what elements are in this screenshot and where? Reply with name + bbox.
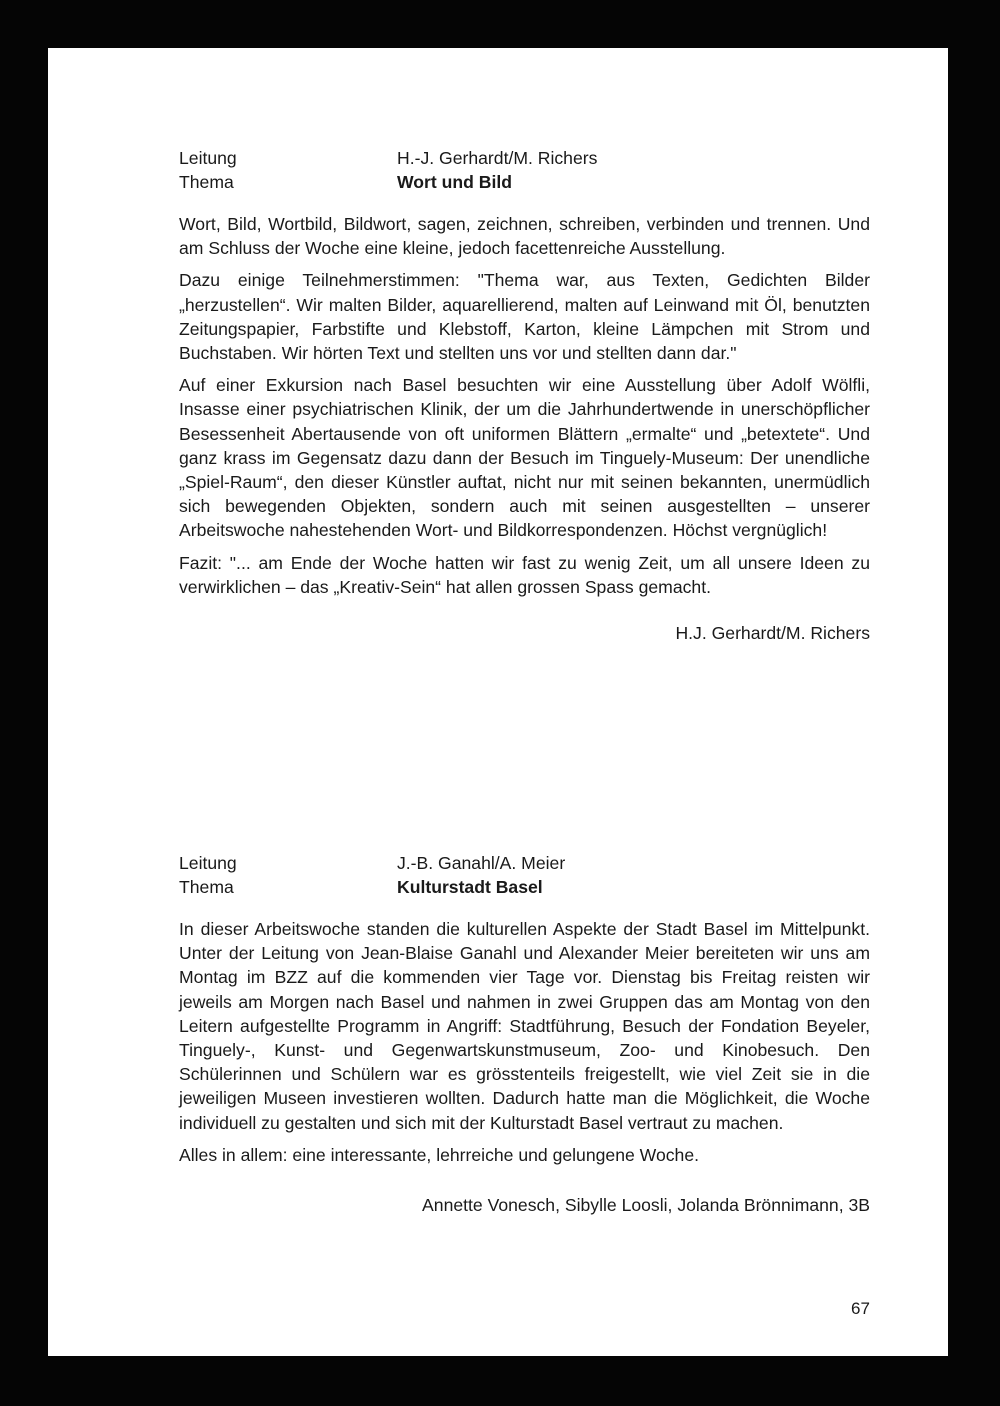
paragraph: In dieser Arbeitswoche standen die kulturellen Aspekte der Stadt Basel im Mittelpunkt. Unter der Leitung von Jean-Blaise Ganahl und Alexander Meier bereiteten wir uns am Montag im BZZ auf die kommenden vier Tage vor. Dienstag bis Freitag reisten wir jeweils am Morgen nach Basel und nahmen in zwei Gruppen das am Montag von den Leitern aufgestellte Programm in Angriff: Stadtführung, Besuch der Fondation Beyeler, Tinguely-, Kunst- und Gegenwartskunstmuseum, Zoo- und Kinobesuch. Den Schülerinnen und Schülern war es grösstenteils freigestellt, wie viel Zeit sie in die jeweiligen Museen investieren wollten. Dadurch hatte man die Möglichkeit, die Woche individuell zu gestalten und sich mit der Kulturstadt Basel vertraut zu machen. <box>179 919 870 1133</box>
leitung-value: J.-B. Ganahl/A. Meier <box>397 853 566 873</box>
thema-value: Wort und Bild <box>397 172 512 192</box>
article-kulturstadt-basel <box>179 851 870 1217</box>
document-page <box>48 48 948 1356</box>
article-wort-und-bild <box>179 146 870 645</box>
paragraph: Fazit: "... am Ende der Woche hatten wir fast zu wenig Zeit, um all unsere Ideen zu verwirklichen – das „Kreativ-Sein“ hat allen grossen Spass gemacht. <box>179 552 870 597</box>
article-signature: Annette Vonesch, Sibylle Loosli, Jolanda Brönnimann, 3B <box>422 1195 870 1216</box>
leitung-value: H.-J. Gerhardt/M. Richers <box>397 148 598 168</box>
article-signature: H.J. Gerhardt/M. Richers <box>675 623 870 644</box>
thema-value: Kulturstadt Basel <box>397 877 543 897</box>
thema-label: Thema <box>179 172 234 192</box>
paragraph: Wort, Bild, Wortbild, Bildwort, sagen, zeichnen, schreiben, verbinden und trennen. Und am Schluss der Woche eine kleine, jedoch facettenreiche Ausstellung. <box>179 214 870 259</box>
thema-label: Thema <box>179 877 234 897</box>
leitung-label: Leitung <box>179 148 237 168</box>
article-meta <box>179 146 870 194</box>
leitung-label: Leitung <box>179 853 237 873</box>
page-number: 67 <box>851 1299 870 1318</box>
paragraph: Alles in allem: eine interessante, lehrreiche und gelungene Woche. <box>179 1144 699 1165</box>
paragraph: Dazu einige Teilnehmerstimmen: "Thema war, aus Texten, Gedichten Bilder „herzustellen“. Wir malten Bilder, aquarellierend, malten auf Leinwand mit Öl, benutzten Zeitungspapier, Farbstifte und Klebstoff, Karton, kleine Lämpchen mit Strom und Buchstaben. Wir hörten Text und stellten uns vor und stellten dann dar." <box>179 270 870 364</box>
paragraph: Auf einer Exkursion nach Basel besuchten wir eine Ausstellung über Adolf Wölfli, Insasse einer psychiatrischen Klinik, der um die Jahrhundertwende in unerschöpflicher Besessenheit Abertausende von oft uniformen Blättern „ermalte“ und „betextete“. Und ganz krass im Gegensatz dazu dann der Besuch im Tinguely-Museum: Der unendliche „Spiel-Raum“, den dieser Künstler auftat, nicht nur mit seinen bekannten, unermüdlich sich bewegenden Objekten, sondern auch mit seinen ausgestellten – unserer Arbeitswoche nahestehenden Wort- und Bildkorrespondenzen. Höchst vergnüglich! <box>179 375 870 541</box>
article-meta <box>179 851 870 899</box>
